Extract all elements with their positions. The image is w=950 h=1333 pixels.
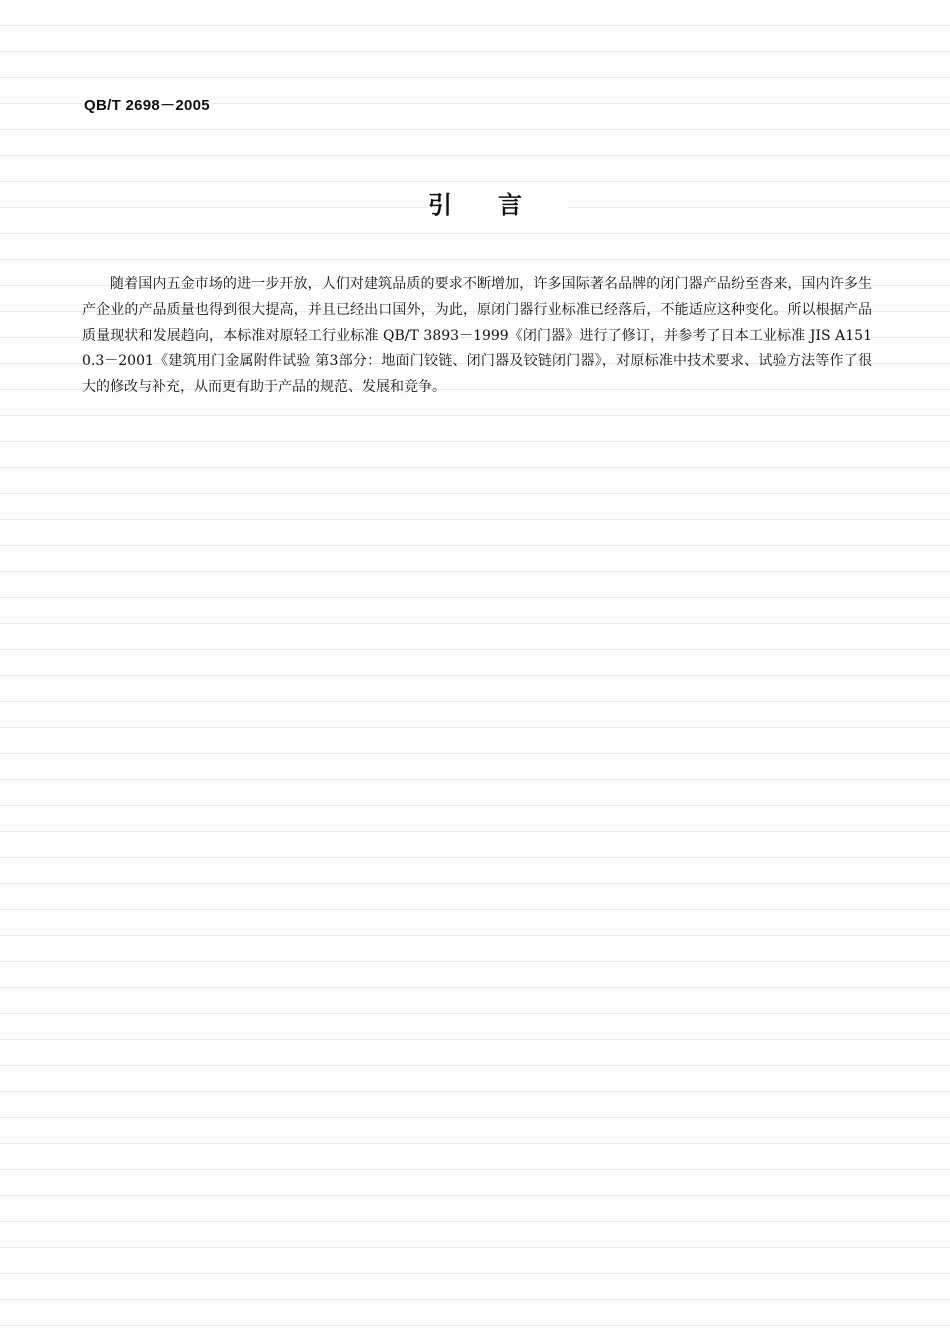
introduction-paragraph: 随着国内五金市场的进一步开放，人们对建筑品质的要求不断增加，许多国际著名品牌的闭门器产品纷至沓来，国内许多生产企业的产品质量也得到很大提高，并且已经出口国外，为此，原闭门器行业标准已经落后，不能适应这种变化。所以根据产品质量现状和发展趋向，本标准对原轻工行业标准 QB/T 3893－1999《闭门器》进行了修订，并参考了日本工业标准 JIS A1510.3－2001《建筑用门金属附件试验 第3部分：地面门铰链、闭门器及铰链闭门器》，对原标准中技术要求、试验方法等作了很大的修改与补充，从而更有助于产品的规范、发展和竞争。 (82, 276, 872, 396)
section-title: 引言 (428, 191, 568, 219)
standard-number: QB/T 2698－2005 (82, 94, 212, 115)
section-title-wrapper (0, 188, 950, 222)
